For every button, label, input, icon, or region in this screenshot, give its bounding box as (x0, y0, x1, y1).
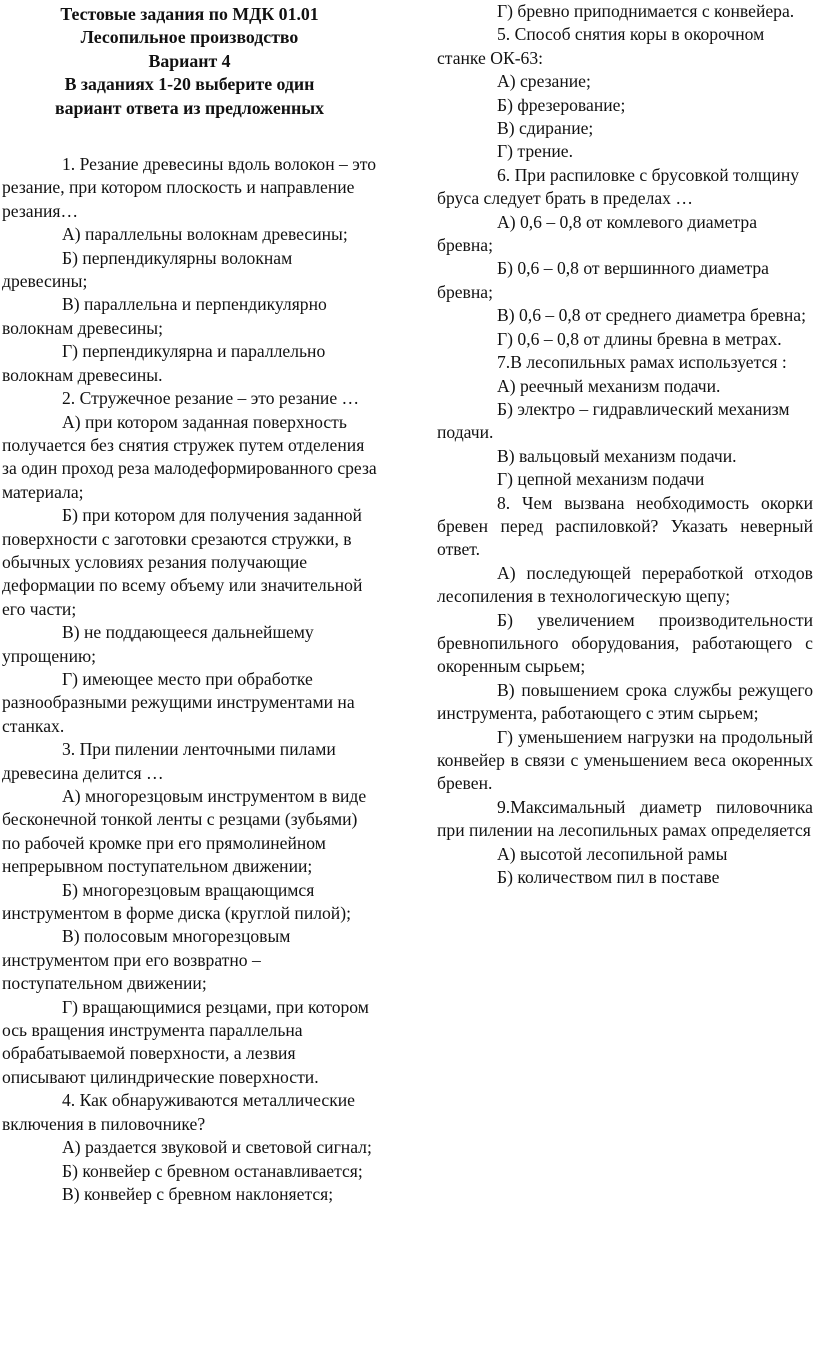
answer-6c: В) 0,6 – 0,8 от среднего диаметра бревна; (497, 305, 806, 326)
question-8: 8. Чем вызвана необходимость окорки бревен перед распиловкой? Указать неверный ответ. (437, 492, 813, 560)
answer-7c: В) вальцовый механизм подачи. (497, 445, 737, 466)
answer-2c: В) не поддающееся дальнейшему упрощению; (2, 622, 314, 666)
question-4: 4. Как обнаруживаются металлические включения в пиловочнике? (2, 1090, 355, 1134)
question-1: 1. Резание древесины вдоль волокон – это резание, при котором плоскость и направление резания… (2, 154, 377, 221)
answer-8c: В) повышением срока службы режущего инструмента, работающего с этим сырьем; (437, 679, 813, 724)
answer-3d: Г) вращающимися резцами, при котором ось вращения инструмента параллельна обрабатываемой поверхности, а лезвия описывают цилиндрические поверхности. (2, 996, 369, 1087)
answer-2a: А) при котором заданная поверхность получается без снятия стружек путем отделения за один проход реза малодеформированного среза материала; (2, 411, 377, 502)
answer-1b: Б) перпендикулярны волокнам древесины; (2, 247, 293, 292)
answer-5a: А) срезание; (497, 71, 591, 92)
answer-9b: Б) количеством пил в поставе (497, 867, 720, 888)
answer-8a: А) последующей переработкой отходов лесопиления в технологическую щепу; (437, 562, 813, 607)
answer-8d: Г) уменьшением нагрузки на продольный конвейер в связи с уменьшением веса окоренных бревен. (437, 726, 813, 794)
question-6: 6. При распиловке с брусовкой толщину бруса следует брать в пределах … (437, 164, 800, 209)
answer-9a: А) высотой лесопильной рамы (497, 843, 728, 864)
answer-5d: Г) трение. (497, 141, 573, 162)
answer-6a: А) 0,6 – 0,8 от комлевого диаметра бревна; (437, 211, 758, 256)
question-3: 3. При пилении ленточными пилами древесина делится … (2, 739, 336, 783)
answer-4d: Г) бревно приподнимается с конвейера. (497, 1, 795, 21)
title-line: вариант ответа из предложенных (55, 97, 324, 118)
title-line: Лесопильное производство (80, 27, 299, 48)
answer-6d: Г) 0,6 – 0,8 от длины бревна в метрах. (497, 328, 782, 349)
title-line: В заданиях 1-20 выберите один (64, 74, 315, 95)
answer-1c: В) параллельна и перпендикулярно волокнам древесины; (2, 294, 327, 338)
title-line: Вариант 4 (148, 50, 231, 71)
answer-2d: Г) имеющее место при обработке разнообразными режущими инструментами на станках. (2, 668, 355, 736)
answer-3a: А) многорезцовым инструментом в виде бесконечной тонкой ленты с резцами (зубьями) по рабочей кромке при его прямолинейном непрерывном поступательном движении; (2, 786, 367, 877)
answer-2b: Б) при котором для получения заданной поверхности с заготовки срезаются стружки, в обычных условиях резания получающие деформации по всему объему или значительной его части; (2, 505, 363, 619)
answer-4a: А) раздается звуковой и световой сигнал; (62, 1137, 372, 1158)
answer-7b: Б) электро – гидравлический механизм подачи. (437, 398, 790, 443)
answer-8b: Б) увеличением производительности бревнопильного оборудования, работающего с окоренным сырьем; (437, 609, 813, 677)
right-column (437, 0, 813, 889)
left-column (2, 0, 377, 1206)
question-2: 2. Стружечное резание – это резание … (62, 388, 360, 409)
answer-1a: А) параллельны волокнам древесины; (62, 224, 348, 245)
answer-7a: А) реечный механизм подачи. (497, 375, 721, 396)
question-5: 5. Способ снятия коры в окорочном станке ОК-63: (437, 24, 765, 68)
answer-1d: Г) перпендикулярна и параллельно волокнам древесины. (2, 341, 326, 385)
answer-7d: Г) цепной механизм подачи (497, 469, 705, 490)
answer-3c: В) полосовым многорезцовым инструментом при его возвратно – поступательном движении; (2, 926, 291, 994)
title-line: Тестовые задания по МДК 01.01 (60, 4, 319, 24)
answer-4c: В) конвейер с бревном наклоняется; (62, 1183, 334, 1204)
answer-5c: В) сдирание; (497, 118, 594, 139)
question-9: 9.Максимальный диаметр пиловочника при пилении на лесопильных рамах определяется (437, 796, 813, 841)
answer-3b: Б) многорезцовым вращающимся инструментом в форме диска (круглой пилой); (2, 879, 351, 924)
document-title (2, 0, 377, 120)
question-7: 7.В лесопильных рамах используется : (497, 352, 787, 373)
answer-6b: Б) 0,6 – 0,8 от вершинного диаметра бревна; (437, 258, 769, 302)
answer-5b: Б) фрезерование; (497, 94, 626, 115)
answer-4b: Б) конвейер с бревном останавливается; (62, 1160, 363, 1181)
